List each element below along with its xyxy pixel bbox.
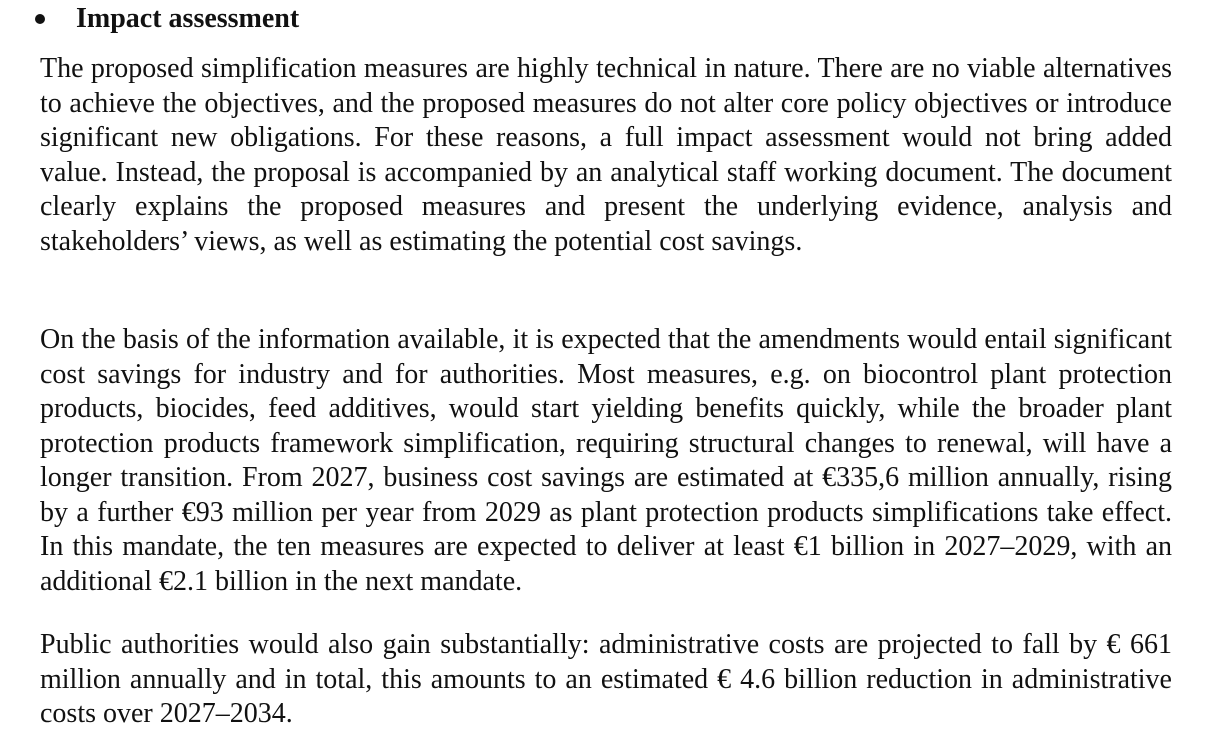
paragraph-cost-savings: On the basis of the information available, it is expected that the amendments would entail significant cost savings for industry and for authorities. Most measures, e.g. on biocontrol plant protection products, biocides, feed additives, would start yielding benefits quickly, while the broader plant protection products framework simplification, requiring structural changes to renewal, will have a longer transition. From 2027, business cost savings are estimated at €335,6 million annually, rising by a further €93 million per year from 2029 as plant protection products simplifications take effect. In this mandate, the ten measures are expected to deliver at least €1 billion in 2027–2029, with an additional €2.1 billion in the next mandate. bbox=[40, 324, 1172, 597]
paragraph-impact-assessment-rationale: The proposed simplification measures are highly technical in nature. There are no viable alternatives to achieve the objectives, and the proposed measures do not alter core policy objectives or introduce significant new obligations. For these reasons, a full impact assessment would not bring added value. Instead, the proposal is accompanied by an analytical staff working document. The document clearly explains the proposed measures and present the underlying evidence, analysis and stakeholders’ views, as well as estimating the potential cost savings. bbox=[40, 53, 1172, 257]
section-heading bbox=[34, 2, 299, 36]
section-heading-text: Impact assessment bbox=[76, 3, 300, 34]
paragraph-public-authorities: Public authorities would also gain substantially: administrative costs are projected to fall by € 661 million annually and in total, this amounts to an estimated € 4.6 billion reduction in administrative costs over 2027–2034. bbox=[40, 629, 1172, 729]
bullet-icon bbox=[35, 14, 45, 24]
